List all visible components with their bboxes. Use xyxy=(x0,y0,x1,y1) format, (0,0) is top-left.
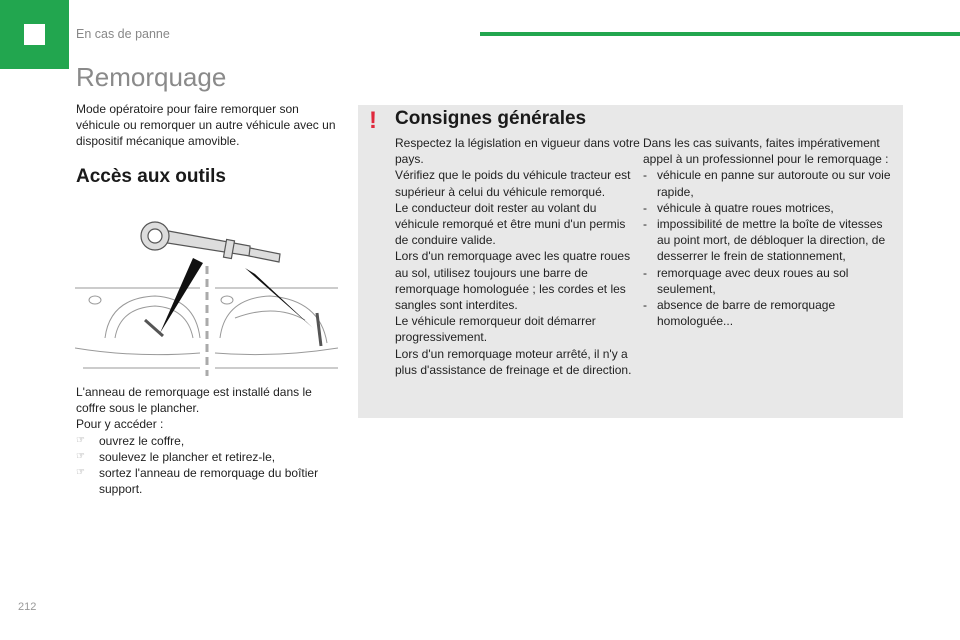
page-title: Remorquage xyxy=(76,62,227,92)
list-item xyxy=(76,449,338,465)
list-item xyxy=(643,167,898,199)
item-text: impossibilité de mettre la boîte de vitesses au point mort, de débloquer la direction, de desserrer le frein de stationnement, xyxy=(657,217,886,264)
chapter-tab xyxy=(0,0,69,69)
access-text xyxy=(76,384,338,497)
dash-bullet: - xyxy=(643,168,647,183)
section-title: En cas de panne xyxy=(76,27,170,41)
item-text: remorquage avec deux roues au sol seulement, xyxy=(657,265,849,296)
warning-heading: Consignes générales xyxy=(395,108,587,129)
warning-column-2 xyxy=(643,135,898,329)
header-rule xyxy=(480,32,960,36)
step-text: ouvrez le coffre, xyxy=(99,433,185,448)
chapter-tab-marker xyxy=(24,24,45,45)
dash-bullet: - xyxy=(643,298,647,313)
access-heading: Accès aux outils xyxy=(76,166,226,187)
dash-bullet: - xyxy=(643,217,647,232)
step-text: sortez l'anneau de remorquage du boîtier support. xyxy=(99,466,319,497)
pointing-hand-icon: ☞ xyxy=(76,434,85,446)
warning-paragraph: Lors d'un remorquage moteur arrêté, il n'y a plus d'assistance de freinage et de direction. xyxy=(395,346,632,377)
warning-paragraph: Le véhicule remorqueur doit démarrer progressivement. xyxy=(395,314,596,345)
dash-bullet: - xyxy=(643,265,647,280)
intro-text: Mode opératoire pour faire remorquer son véhicule ou remorquer un autre véhicule avec un dispositif mécanique amovible. xyxy=(76,102,336,149)
towing-eye-illustration xyxy=(75,208,338,376)
list-item xyxy=(643,216,898,265)
access-text-1: L'anneau de remorquage est installé dans le coffre sous le plancher. xyxy=(76,385,312,416)
warning-paragraph: Vérifiez que le poids du véhicule tracteur est supérieur à celui du véhicule remorqué. xyxy=(395,168,631,199)
item-text: véhicule à quatre roues motrices, xyxy=(657,200,834,215)
list-item xyxy=(643,297,898,329)
warning-paragraph: Respectez la législation en vigueur dans votre pays. xyxy=(395,136,640,167)
list-item xyxy=(643,265,898,297)
warning-paragraph: Le conducteur doit rester au volant du véhicule remorqué et être muni d'un permis de conduire valide. xyxy=(395,200,626,248)
item-text: véhicule en panne sur autoroute ou sur voie rapide, xyxy=(657,168,891,199)
item-text: absence de barre de remorquage homologuée... xyxy=(657,298,836,329)
dash-bullet: - xyxy=(643,200,647,215)
warning-intro: Dans les cas suivants, faites impérativement appel à un professionnel pour le remorquage : xyxy=(643,136,889,167)
warning-icon: ! xyxy=(369,107,377,134)
pointing-hand-icon: ☞ xyxy=(76,450,85,462)
warning-paragraph: Lors d'un remorquage avec les quatre roues au sol, utilisez toujours une barre de remorquage homologuée ; les cordes et les sangles sont interdites. xyxy=(395,249,631,313)
step-text: soulevez le plancher et retirez-le, xyxy=(99,449,276,464)
page-number: 212 xyxy=(18,601,37,613)
access-text-2: Pour y accéder : xyxy=(76,417,164,432)
list-item xyxy=(76,433,338,449)
list-item xyxy=(76,465,338,497)
pointing-hand-icon: ☞ xyxy=(76,467,85,479)
warning-column-1 xyxy=(395,135,640,378)
list-item xyxy=(643,200,898,216)
